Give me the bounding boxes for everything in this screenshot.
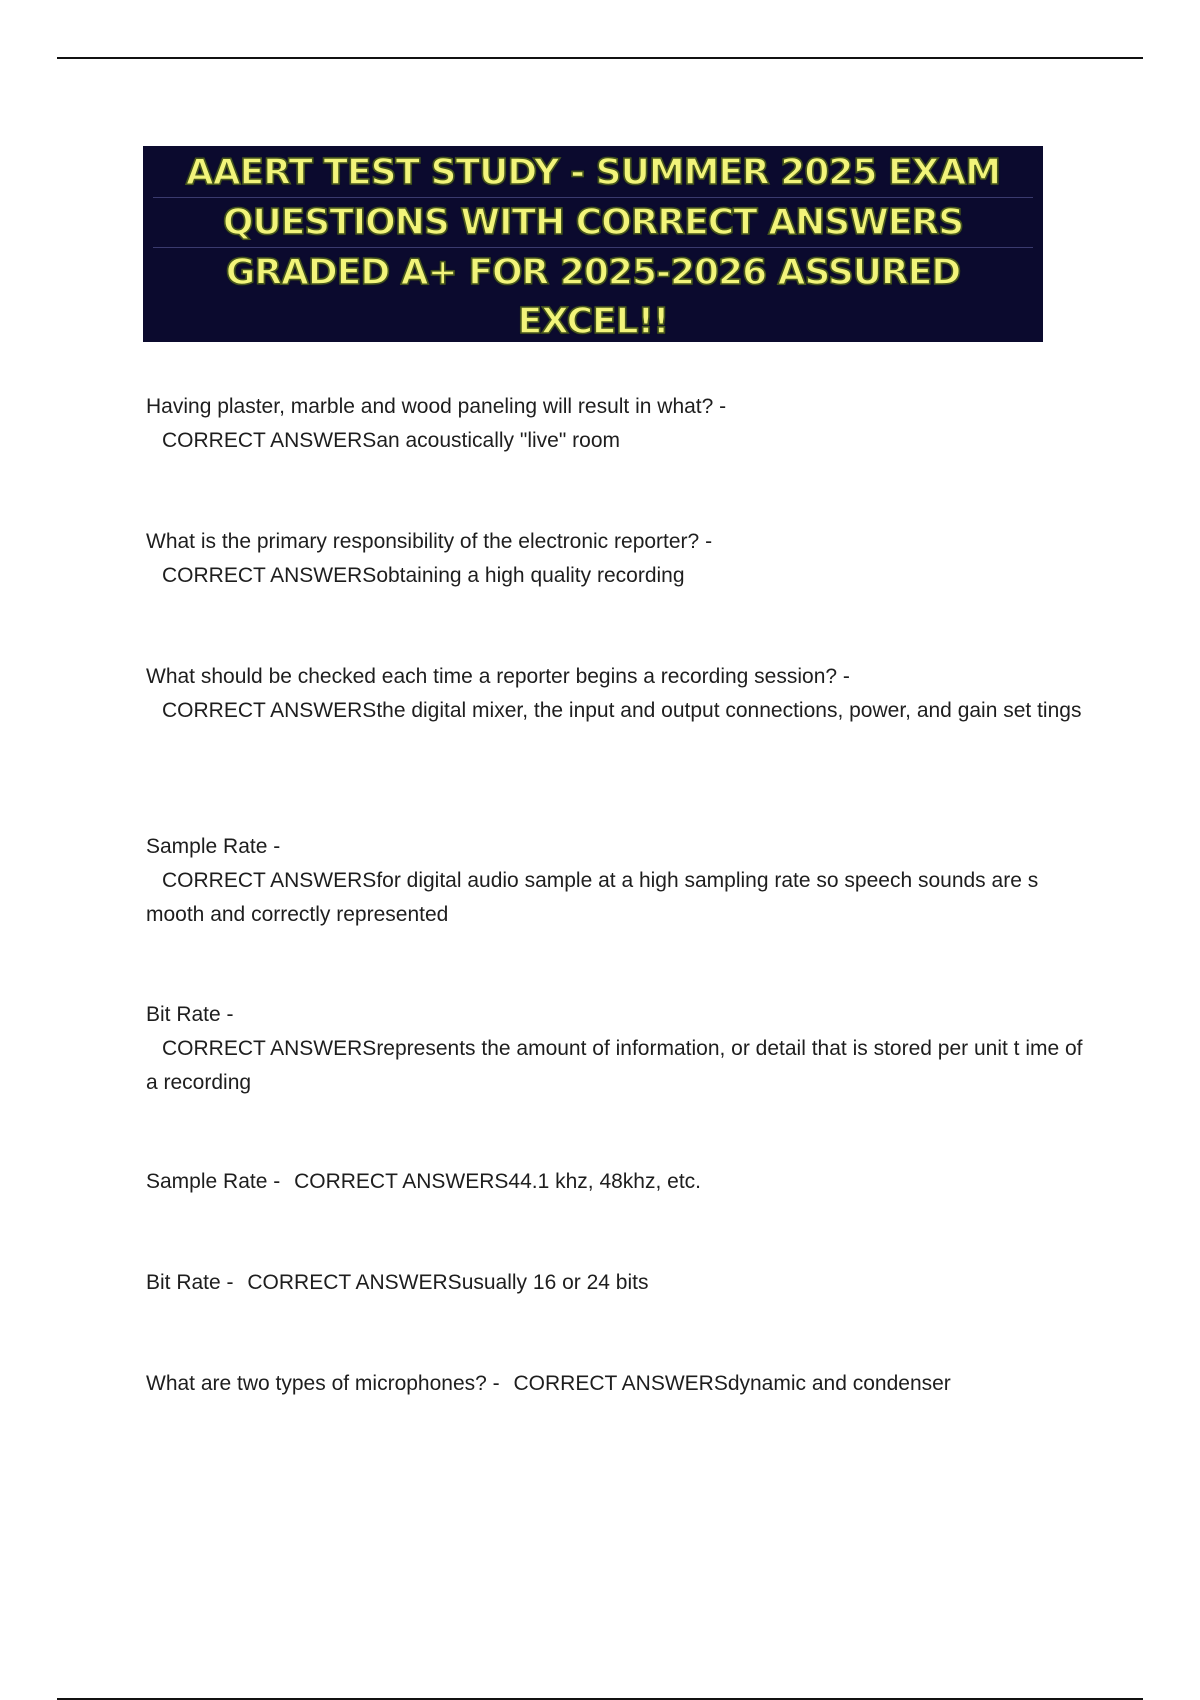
answer-value: for digital audio sample at a high sampling rate so speech sounds are s mooth and correctly represented	[146, 869, 1039, 926]
question-text: What are two types of microphones? -	[146, 1372, 500, 1395]
answer-text	[146, 424, 1086, 458]
answer-text	[506, 1372, 951, 1395]
answer-text	[146, 864, 1086, 932]
qa-item-6	[146, 1165, 1086, 1199]
answer-tag: CORRECT ANSWERS	[162, 869, 377, 892]
question-text: Bit Rate -	[146, 1271, 234, 1294]
answer-tag: CORRECT ANSWERS	[162, 429, 377, 452]
question-text: What should be checked each time a reporter begins a recording session? -	[146, 665, 850, 688]
answer-value: obtaining a high quality recording	[376, 564, 685, 587]
qa-item-3	[146, 660, 1086, 728]
qa-item-7	[146, 1266, 1086, 1300]
answer-value: usually 16 or 24 bits	[461, 1271, 649, 1294]
qa-item-1	[146, 390, 1086, 458]
qa-item-5	[146, 998, 1086, 1100]
answer-text	[146, 559, 1086, 593]
qa-item-4	[146, 830, 1086, 932]
answer-text	[146, 1032, 1086, 1100]
answer-text	[239, 1271, 648, 1294]
answer-tag: CORRECT ANSWERS	[162, 699, 377, 722]
question-text: Sample Rate -	[146, 835, 281, 858]
answer-tag: CORRECT ANSWERS	[294, 1170, 509, 1193]
answer-tag: CORRECT ANSWERS	[162, 1037, 377, 1060]
question-text: Bit Rate -	[146, 1003, 234, 1026]
question-text: Having plaster, marble and wood paneling will result in what? -	[146, 395, 727, 418]
answer-value: an acoustically "live" room	[376, 429, 620, 452]
answer-tag: CORRECT ANSWERS	[162, 564, 377, 587]
title-line-3: GRADED A+ FOR 2025-2026 ASSURED	[225, 252, 961, 293]
title-line-4: EXCEL!!	[517, 301, 669, 342]
answer-tag: CORRECT ANSWERS	[513, 1372, 728, 1395]
qa-item-8	[146, 1367, 1086, 1401]
title-line-2: QUESTIONS WITH CORRECT ANSWERS	[153, 198, 1033, 248]
answer-value: 44.1 khz, 48khz, etc.	[508, 1170, 701, 1193]
question-text: Sample Rate -	[146, 1170, 281, 1193]
answer-value: dynamic and condenser	[727, 1372, 951, 1395]
top-rule	[57, 57, 1143, 59]
qa-item-2	[146, 525, 1086, 593]
question-text: What is the primary responsibility of the electronic reporter? -	[146, 530, 713, 553]
title-banner	[143, 146, 1043, 342]
title-line-1: AAERT TEST STUDY - SUMMER 2025 EXAM	[153, 148, 1033, 198]
answer-value: represents the amount of information, or detail that is stored per unit t ime of a recording	[146, 1037, 1083, 1094]
answer-tag: CORRECT ANSWERS	[247, 1271, 462, 1294]
answer-text	[146, 694, 1086, 728]
answer-text	[286, 1170, 701, 1193]
answer-value: the digital mixer, the input and output connections, power, and gain set tings	[376, 699, 1082, 722]
